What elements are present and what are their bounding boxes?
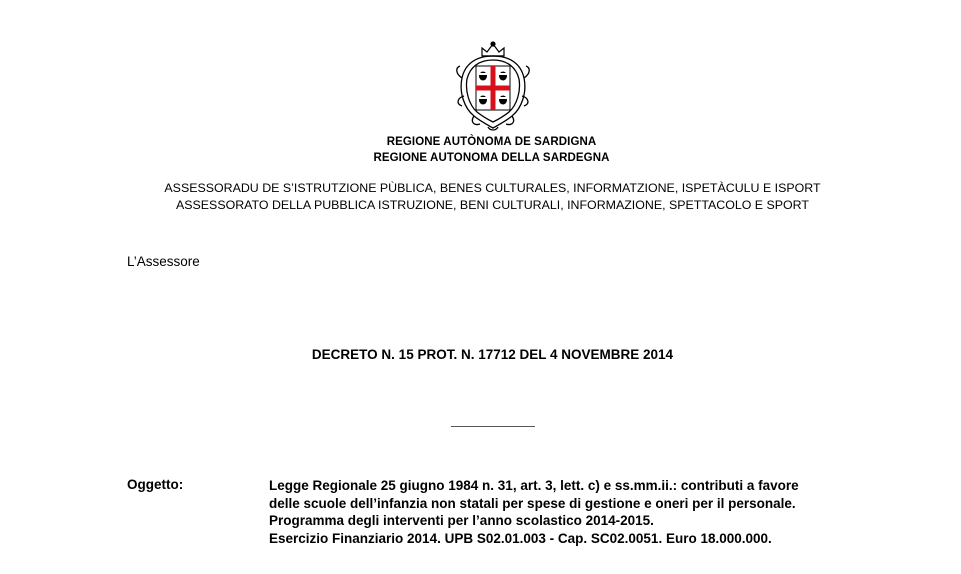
region-name-sardinian: REGIONE AUTÒNOMA DE SARDIGNA [386, 136, 597, 148]
subject-line: Esercizio Finanziario 2014. UPB S02.01.003 - Cap. SC02.0051. Euro 18.000.000. [269, 530, 772, 546]
region-name-italian: REGIONE AUTONOMA DELLA SARDEGNA [373, 152, 610, 164]
sardinia-coat-of-arms-icon [452, 40, 534, 132]
decree-title [0, 347, 961, 362]
department-name-italian: ASSESSORATO DELLA PUBBLICA ISTRUZIONE, BENI CULTURALI, INFORMAZIONE, SPETTACOLO E SPORT [176, 198, 809, 212]
department-name-sardinian: ASSESSORADU DE S’ISTRUTZIONE PÙBLICA, BENES CULTURALES, INFORMATZIONE, ISPETÀCULU E ISPORT [164, 181, 821, 195]
decree-title-text: DECRETO N. 15 PROT. N. 17712 DEL 4 NOVEMBRE 2014 [311, 347, 674, 362]
subject-line: Programma degli interventi per l’anno scolastico 2014-2015. [269, 513, 654, 528]
subject-label: Oggetto: [127, 477, 184, 492]
subject-line: Legge Regionale 25 giugno 1984 n. 31, art. 3, lett. c) e ss.mm.ii.: contributi a favore [269, 478, 799, 493]
subject-line: delle scuole dell’infanzia non statali per spese di gestione e oneri per il personale. [269, 495, 796, 511]
author-line: L’Assessore [127, 254, 200, 269]
crown-icon [482, 42, 504, 56]
subject-text [269, 477, 929, 547]
separator-line [451, 426, 535, 427]
